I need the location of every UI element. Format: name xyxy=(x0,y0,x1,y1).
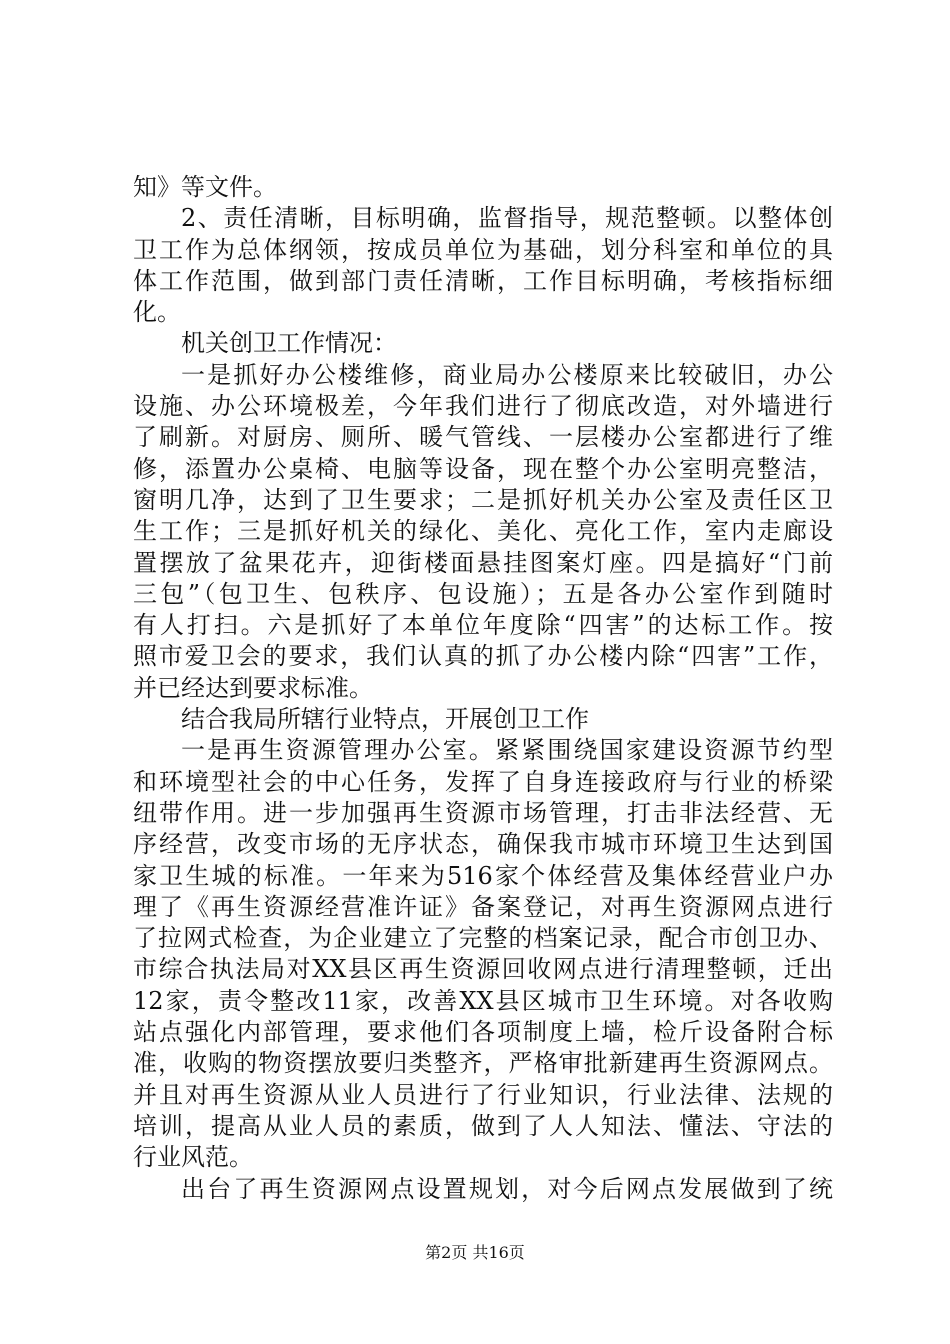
text-line: 和环境型社会的中心任务，发挥了自身连接政府与行业的桥梁 xyxy=(133,767,833,796)
text-line: 并且对再生资源从业人员进行了行业知识，行业法律、法规的 xyxy=(133,1080,833,1109)
text-line: 准，收购的物资摆放要归类整齐，严格审批新建再生资源网点。 xyxy=(133,1049,833,1078)
text-line: 12家，责令整改11家，改善XX县区城市卫生环境。对各收购 xyxy=(133,986,833,1015)
text-line: 照市爱卫会的要求，我们认真的抓了办公楼内除“四害”工作， xyxy=(133,642,833,671)
text-line: 体工作范围，做到部门责任清晰，工作目标明确，考核指标细 xyxy=(133,266,833,295)
text-line: 纽带作用。进一步加强再生资源市场管理，打击非法经营、无 xyxy=(133,798,833,827)
text-line: 卫工作为总体纲领，按成员单位为基础，划分科室和单位的具 xyxy=(133,235,833,264)
text-line: 了拉网式检查，为企业建立了完整的档案记录，配合市创卫办、 xyxy=(133,924,833,953)
text-line: 生工作；三是抓好机关的绿化、美化、亮化工作，室内走廊设 xyxy=(133,517,833,546)
text-line: 培训，提高从业人员的素质，做到了人人知法、懂法、守法的 xyxy=(133,1111,833,1140)
text-line: 三包”（包卫生、包秩序、包设施）；五是各办公室作到随时 xyxy=(133,579,833,608)
page-number-footer: 第2页 共16页 xyxy=(425,1243,525,1262)
text-line: 了刷新。对厨房、厕所、暖气管线、一层楼办公室都进行了维 xyxy=(133,423,833,452)
text-line: 知》等文件。 xyxy=(133,173,277,201)
text-line: 2、责任清晰，目标明确，监督指导，规范整顿。以整体创 xyxy=(181,204,833,233)
text-line: 一是抓好办公楼维修，商业局办公楼原来比较破旧，办公 xyxy=(181,360,833,389)
section-heading: 机关创卫工作情况： xyxy=(181,329,397,358)
text-line: 修，添置办公桌椅、电脑等设备，现在整个办公室明亮整洁， xyxy=(133,454,833,483)
text-line: 理了《再生资源经营准许证》备案登记，对再生资源网点进行 xyxy=(133,892,833,921)
text-line: 化。 xyxy=(133,298,181,327)
text-line: 序经营，改变市场的无序状态，确保我市城市环境卫生达到国 xyxy=(133,830,833,859)
text-line: 家卫生城的标准。一年来为516家个体经营及集体经营业户办 xyxy=(133,861,833,890)
text-line: 出台了再生资源网点设置规划，对今后网点发展做到了统 xyxy=(181,1174,833,1203)
section-heading: 结合我局所辖行业特点，开展创卫工作 xyxy=(181,705,589,734)
text-line: 设施、办公环境极差，今年我们进行了彻底改造，对外墙进行 xyxy=(133,392,833,421)
text-line: 站点强化内部管理，要求他们各项制度上墙，检斤设备附合标 xyxy=(133,1018,833,1047)
text-line: 并已经达到要求标准。 xyxy=(133,673,373,702)
text-line: 行业风范。 xyxy=(133,1143,253,1172)
text-line: 有人打扫。六是抓好了本单位年度除“四害”的达标工作。按 xyxy=(133,611,833,640)
text-line: 市综合执法局对XX县区再生资源回收网点进行清理整顿，迁出 xyxy=(133,955,833,984)
text-line: 窗明几净，达到了卫生要求；二是抓好机关办公室及责任区卫 xyxy=(133,485,833,514)
text-line: 置摆放了盆果花卉，迎街楼面悬挂图案灯座。四是搞好“门前 xyxy=(133,548,833,577)
text-line: 一是再生资源管理办公室。紧紧围绕国家建设资源节约型 xyxy=(181,736,833,765)
document-body xyxy=(133,172,833,1205)
